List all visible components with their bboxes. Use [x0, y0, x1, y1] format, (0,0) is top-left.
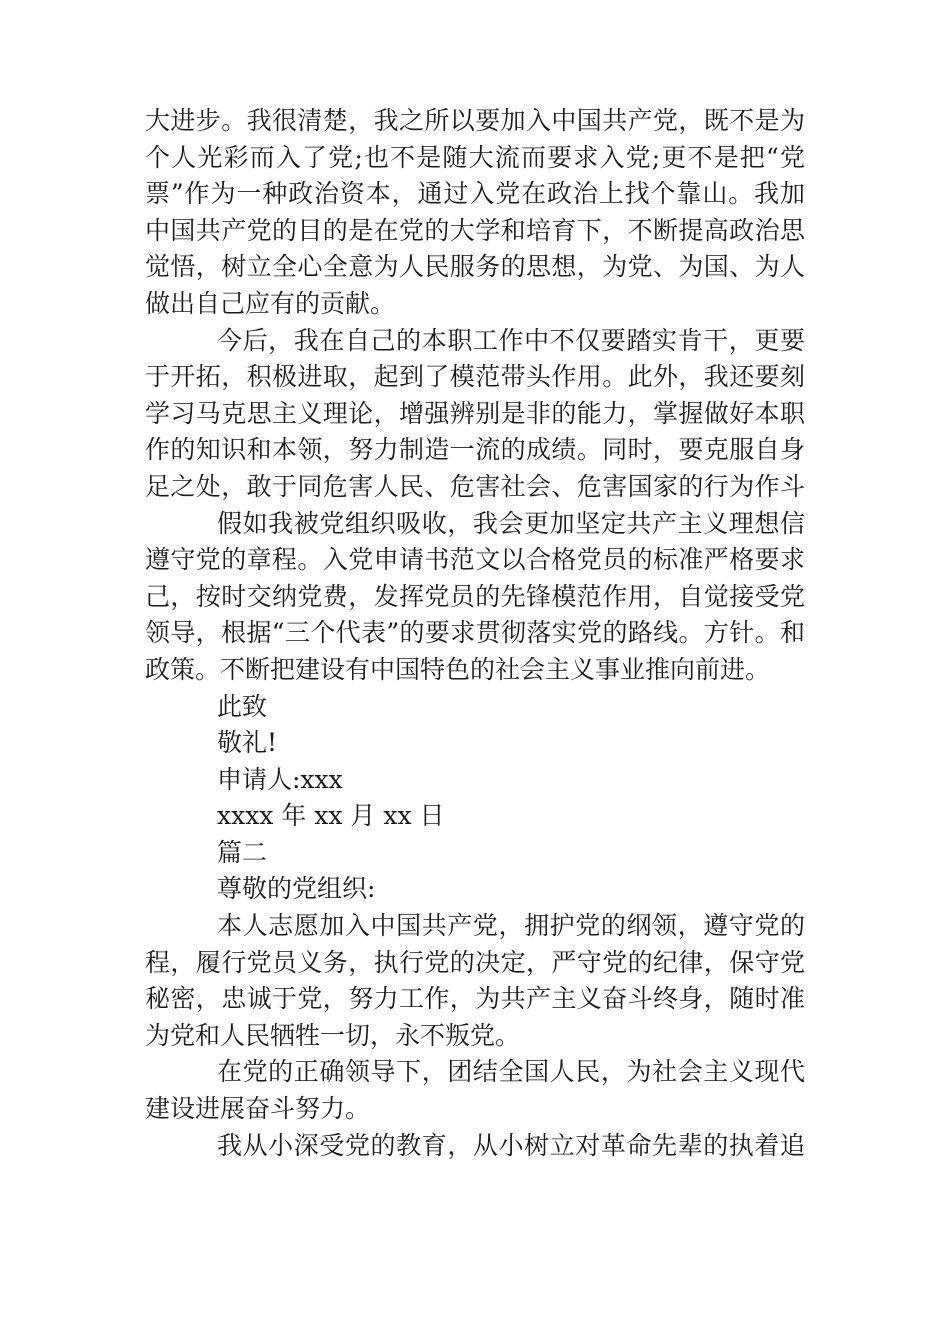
text-line: 程，履行党员义务，执行党的决定，严守党的纪律，保守党	[145, 947, 805, 977]
text-line: 政策。不断把建设有中国特色的社会主义事业推向前进。	[145, 654, 771, 684]
text-line: 做出自己应有的贡献。	[145, 288, 396, 318]
text-line: 申请人:xxx	[217, 764, 343, 794]
text-line: 己，按时交纳党费，发挥党员的先锋模范作用，自觉接受党	[145, 581, 805, 611]
document-body	[145, 103, 805, 1164]
text-line: 在党的正确领导下，团结全国人民，为社会主义现代	[217, 1057, 805, 1087]
text-line: 我从小深受党的教育，从小树立对革命先辈的执着追	[217, 1130, 805, 1160]
text-line: 学习马克思主义理论，增强辨别是非的能力，掌握做好本职	[145, 398, 805, 428]
text-line: xxxx 年 xx 月 xx 日	[217, 801, 445, 831]
text-line: 尊敬的党组织:	[217, 874, 376, 904]
text-line: 为党和人民牺牲一切，永不叛党。	[145, 1020, 521, 1050]
text-line: 建设进展奋斗努力。	[145, 1094, 371, 1124]
text-line: 作的知识和本领，努力制造一流的成绩。同时，要克服自身	[145, 435, 805, 465]
text-line: 敬礼!	[217, 728, 278, 758]
text-line: 领导，根据“三个代表”的要求贯彻落实党的路线。方针。和	[145, 618, 805, 648]
text-line: 此致	[217, 691, 268, 721]
text-line: 个人光彩而入了党;也不是随大流而要求入党;更不是把“党	[145, 142, 805, 172]
text-line: 足之处，敢于同危害人民、危害社会、危害国家的行为作斗	[145, 471, 805, 501]
text-line: 大进步。我很清楚，我之所以要加入中国共产党，既不是为	[145, 106, 805, 135]
text-line: 假如我被党组织吸收，我会更加坚定共产主义理想信	[217, 508, 805, 538]
text-line: 今后，我在自己的本职工作中不仅要踏实肯干，更要	[217, 325, 805, 355]
text-line: 票”作为一种政治资本，通过入党在政治上找个靠山。我加	[145, 179, 805, 209]
text-line: 中国共产党的目的是在党的大学和培育下，不断提高政治思	[145, 215, 805, 245]
text-line: 秘密，忠诚于党，努力工作，为共产主义奋斗终身，随时准	[145, 984, 805, 1014]
text-line: 于开拓，积极进取，起到了模范带头作用。此外，我还要刻	[145, 362, 805, 392]
text-line: 篇二	[217, 837, 268, 867]
text-line: 觉悟，树立全心全意为人民服务的思想，为党、为国、为人	[145, 252, 805, 282]
text-line: 遵守党的章程。入党申请书范文以合格党员的标准严格要求	[145, 545, 805, 575]
text-line: 本人志愿加入中国共产党，拥护党的纲领，遵守党的	[217, 911, 805, 941]
